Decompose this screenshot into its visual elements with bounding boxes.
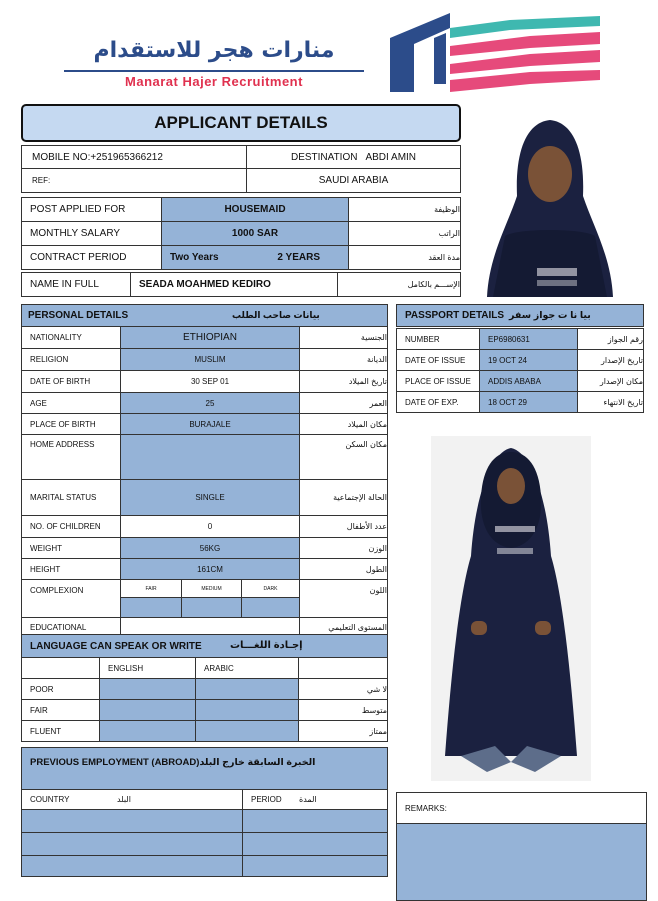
dob-value: 30 SEP 01	[120, 370, 300, 393]
employment-period-label: PERIOD	[251, 795, 282, 804]
address-label: HOME ADDRESS	[21, 434, 121, 480]
language-header	[21, 634, 388, 658]
employment-title-arabic: الخبرة السابقة خارج البلد	[199, 757, 316, 768]
language-corner-cell	[21, 657, 100, 679]
post-arabic: الوظيفة	[348, 197, 461, 222]
country-value: SAUDI ARABIA	[246, 168, 461, 193]
complexion-fair: FAIR	[120, 579, 182, 598]
mobile-number: MOBILE NO:+251965366212	[21, 145, 247, 169]
dob-label: DATE OF BIRTH	[21, 370, 121, 393]
language-title-arabic: إجـادة اللغـــات	[230, 640, 303, 651]
language-poor-label: POOR	[21, 678, 100, 700]
passport-expiry-label: DATE OF EXP.	[396, 391, 480, 413]
education-arabic: المستوى التعليمي	[299, 617, 388, 635]
personal-details-title: PERSONAL DETAILS	[28, 310, 129, 321]
salary-value: 1000 SAR	[161, 221, 349, 246]
religion-label: RELIGION	[21, 348, 121, 371]
salary-label: MONTHLY SALARY	[21, 221, 162, 246]
passport-expiry-arabic: تاريخ الانتهاء	[577, 391, 644, 413]
employment-country-header	[21, 789, 243, 810]
weight-label: WEIGHT	[21, 537, 121, 559]
passport-issue-place-value: ADDIS ABABA	[479, 370, 578, 392]
language-fair-label: FAIR	[21, 699, 100, 721]
employment-title: PREVIOUS EMPLOYMENT (ABROAD)	[30, 757, 200, 768]
children-label: NO. OF CHILDREN	[21, 515, 121, 538]
company-name-arabic: منارات هجر للاستقدام	[93, 38, 335, 63]
education-value	[120, 617, 300, 635]
logo-underline	[64, 70, 364, 72]
destination-label: DESTINATION	[290, 151, 358, 163]
employment-row-1-period	[242, 809, 388, 833]
remarks-label: REMARKS:	[396, 792, 647, 824]
employment-row-3-period	[242, 855, 388, 877]
destination-cell	[246, 145, 461, 169]
passport-number-value: EP6980631	[479, 328, 578, 350]
education-label: EDUCATIONAL	[21, 617, 121, 635]
employment-row-3-country	[21, 855, 243, 877]
contract-value-caps: 2 YEARS	[277, 252, 320, 263]
birthplace-arabic: مكان الميلاد	[299, 413, 388, 435]
complexion-dark-box	[241, 597, 300, 618]
weight-arabic: الوزن	[299, 537, 388, 559]
contract-label: CONTRACT PERIOD	[21, 245, 162, 270]
passport-number-arabic: رقم الجواز	[577, 328, 644, 350]
age-arabic: العمر	[299, 392, 388, 414]
passport-number-label: NUMBER	[396, 328, 480, 350]
passport-issue-date-arabic: تاريخ الإصدار	[577, 349, 644, 371]
contract-value-words: Two Years	[170, 252, 219, 263]
post-label: POST APPLIED FOR	[21, 197, 162, 222]
birthplace-value: BURAJALE	[120, 413, 300, 435]
remarks-box	[396, 823, 647, 901]
complexion-arabic: اللون	[299, 579, 388, 618]
language-title: LANGUAGE CAN SPEAK OR WRITE	[30, 640, 202, 652]
complexion-label: COMPLEXION	[21, 579, 121, 618]
company-logo	[0, 0, 658, 100]
language-fluent-english	[99, 720, 196, 742]
passport-title: PASSPORT DETAILS	[405, 310, 505, 321]
complexion-fair-box	[120, 597, 182, 618]
employment-period-header	[242, 789, 388, 810]
post-value: HOUSEMAID	[161, 197, 349, 222]
marital-value: SINGLE	[120, 479, 300, 516]
language-poor-english	[99, 678, 196, 700]
applicant-full-body-photo	[431, 436, 591, 781]
salary-arabic: الراتب	[348, 221, 461, 246]
complexion-medium-box	[181, 597, 242, 618]
name-arabic: الإســـم بالكامل	[337, 272, 461, 297]
height-value: 161CM	[120, 558, 300, 580]
contract-value	[161, 245, 349, 270]
language-poor-ar-label: لا شي	[298, 678, 388, 700]
name-label: NAME IN FULL	[21, 272, 131, 297]
employment-country-arabic: البلد	[117, 795, 131, 804]
language-fair-arabic	[195, 699, 299, 721]
language-poor-arabic	[195, 678, 299, 700]
employment-header	[21, 747, 388, 790]
personal-details-header	[21, 304, 388, 327]
language-col-english: ENGLISH	[99, 657, 196, 679]
complexion-medium: MEDIUM	[181, 579, 242, 598]
house-logo-icon	[390, 8, 600, 94]
nationality-label: NATIONALITY	[21, 326, 121, 349]
weight-value: 56KG	[120, 537, 300, 559]
age-value: 25	[120, 392, 300, 414]
passport-title-arabic: بيا نا ت جواز سفر	[509, 310, 591, 321]
personal-details-title-arabic: بيانات صاحب الطلب	[232, 310, 320, 320]
passport-issue-date-value: 19 OCT 24	[479, 349, 578, 371]
age-label: AGE	[21, 392, 121, 414]
employment-row-1-country	[21, 809, 243, 833]
religion-arabic: الديانة	[299, 348, 388, 371]
marital-label: MARITAL STATUS	[21, 479, 121, 516]
language-fair-ar-label: متوسط	[298, 699, 388, 721]
address-value	[120, 434, 300, 480]
language-col-arabic: ARABIC	[195, 657, 299, 679]
passport-issue-date-label: DATE OF ISSUE	[396, 349, 480, 371]
passport-issue-place-label: PLACE OF ISSUE	[396, 370, 480, 392]
applicant-head-photo	[467, 106, 633, 297]
company-name-english: Manarat Hajer Recruitment	[125, 74, 303, 89]
language-fluent-label: FLUENT	[21, 720, 100, 742]
complexion-dark: DARK	[241, 579, 300, 598]
page-title: APPLICANT DETAILS	[21, 104, 461, 142]
passport-header	[396, 304, 644, 327]
religion-value: MUSLIM	[120, 348, 300, 371]
nationality-value: ETHIOPIAN	[120, 326, 300, 349]
destination-value: ABDI AMIN	[365, 151, 417, 163]
passport-issue-place-arabic: مكان الإصدار	[577, 370, 644, 392]
contract-arabic: مدة العقد	[348, 245, 461, 270]
nationality-arabic: الجنسية	[299, 326, 388, 349]
employment-country-label: COUNTRY	[30, 795, 70, 804]
children-value: 0	[120, 515, 300, 538]
dob-arabic: تاريخ الميلاد	[299, 370, 388, 393]
language-col-blank	[298, 657, 388, 679]
marital-arabic: الحالة الإجتماعية	[299, 479, 388, 516]
language-fair-english	[99, 699, 196, 721]
height-arabic: الطول	[299, 558, 388, 580]
address-arabic: مكان السكن	[299, 434, 388, 480]
employment-period-arabic: المدة	[299, 795, 317, 804]
passport-expiry-value: 18 OCT 29	[479, 391, 578, 413]
height-label: HEIGHT	[21, 558, 121, 580]
name-value: SEADA MOAHMED KEDIRO	[130, 272, 338, 297]
children-arabic: عدد الأطفال	[299, 515, 388, 538]
language-fluent-arabic	[195, 720, 299, 742]
language-fluent-ar-label: ممتاز	[298, 720, 388, 742]
employment-row-2-country	[21, 832, 243, 856]
employment-row-2-period	[242, 832, 388, 856]
birthplace-label: PLACE OF BIRTH	[21, 413, 121, 435]
ref-label: REF:	[21, 168, 247, 193]
